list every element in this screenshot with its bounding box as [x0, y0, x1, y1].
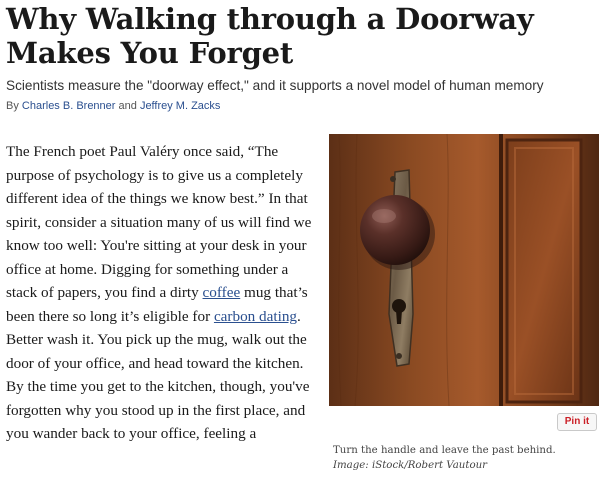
byline-prefix: By — [6, 100, 19, 112]
carbon-dating-link[interactable]: carbon dating — [213, 307, 298, 325]
figure-caption — [333, 443, 601, 473]
article-subheadline: Scientists measure the "doorway effect," and it supports a novel model of human memory — [6, 78, 544, 93]
author-link-brenner[interactable]: Charles B. Brenner — [21, 100, 116, 112]
body-text-part-3: . Better wash it. You pick up the mug, walk out the door of your office, and head toward the kitchen. By the time you get to the kitchen, though, you've forgotten why you stood up in the first place, and you wander back to your office, feeling a — [6, 307, 310, 442]
headline-line-2: Makes You Forget — [6, 36, 294, 70]
article-figure — [329, 134, 599, 406]
body-text-part-2: mug that’s been there so long it’s eligible for — [6, 284, 308, 325]
byline-conjunction: and — [118, 100, 137, 112]
image-credit: Image: iStock/Robert Vautour — [333, 460, 488, 471]
caption-text: Turn the handle and leave the past behind. — [333, 445, 556, 456]
door-knob-image — [329, 134, 599, 406]
byline — [6, 99, 220, 113]
coffee-link[interactable]: coffee — [202, 284, 241, 301]
article-headline — [6, 2, 598, 70]
body-text-part-1: The French poet Paul Valéry once said, “The purpose of psychology is to give us a completely different idea of the things we know best.” In that spirit, consider a situation many of us will find we know too well: You're sitting at your desk in your office at home. Digging for something under a stack of papers, you find a dirty — [6, 143, 312, 301]
author-link-zacks[interactable]: Jeffrey M. Zacks — [139, 100, 221, 112]
pin-it-button[interactable]: Pin it — [557, 413, 597, 431]
headline-line-1: Why Walking through a Doorway — [6, 2, 534, 36]
article-body — [6, 140, 318, 446]
